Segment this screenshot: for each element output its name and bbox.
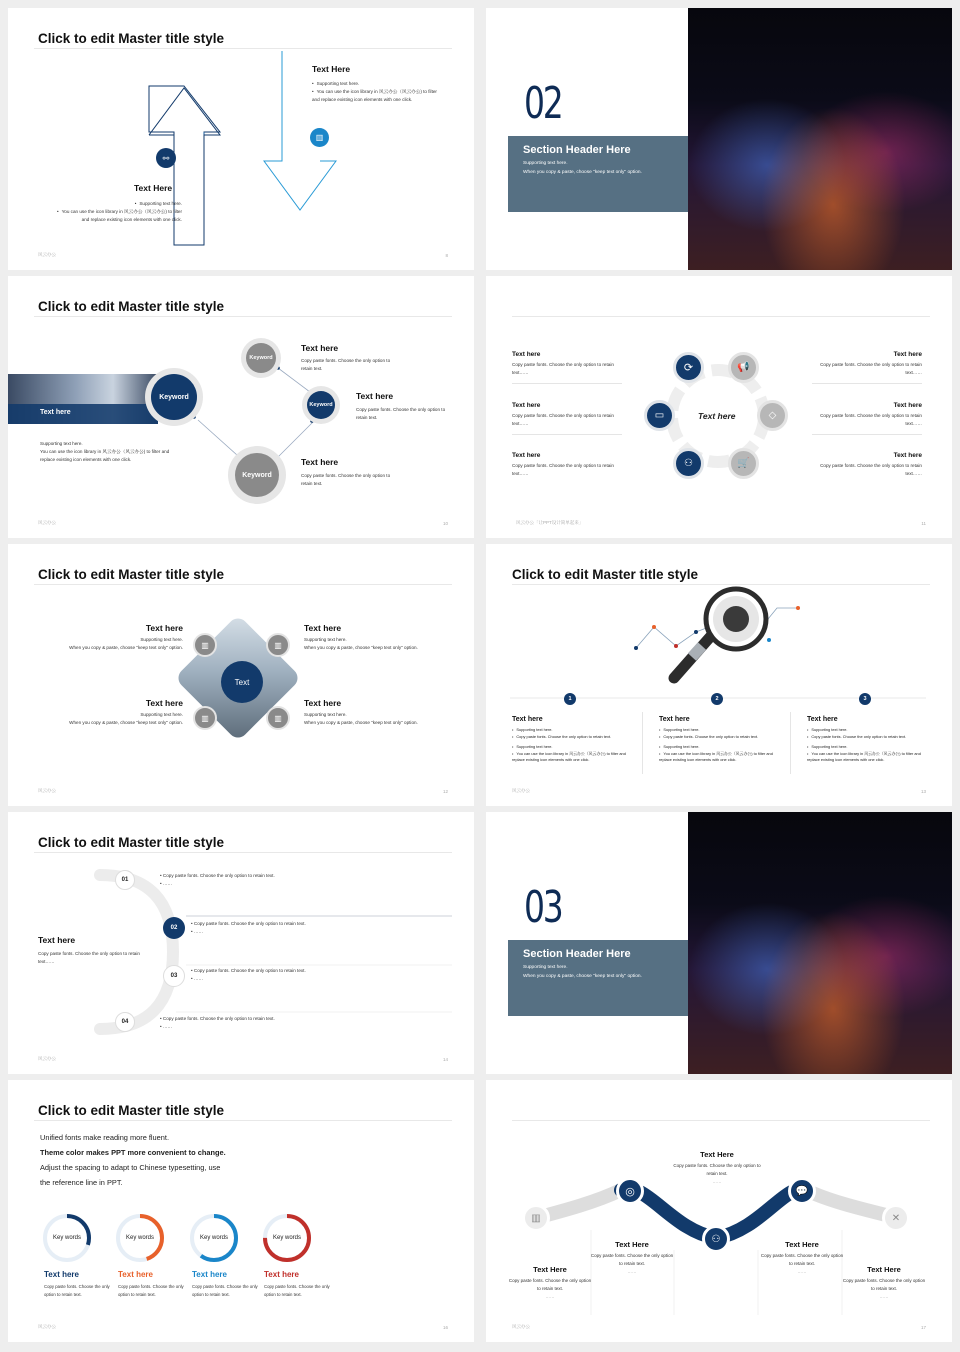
block-line: Supporting text here. xyxy=(304,637,347,642)
body-text xyxy=(40,440,210,464)
tools-icon: ✕ xyxy=(882,1204,910,1232)
item-number-2: 02 xyxy=(163,917,185,939)
body-line: You can use the icon library in 风云办公（风云办公) to filter and xyxy=(40,449,170,454)
block-heading: Text here xyxy=(304,623,342,633)
item-text: Copy paste fonts. Choose the only option to retain text…… xyxy=(820,413,922,426)
block-top-left xyxy=(38,623,183,652)
item-heading: Text here xyxy=(893,452,922,459)
slide-15 xyxy=(486,812,952,1074)
intro-line: the reference line in PPT. xyxy=(40,1178,123,1187)
center-label: Text xyxy=(221,661,263,703)
bullet: • You can use the icon library in 风云办公（风云办公) to filter and replace existing icon elements with one click. xyxy=(52,208,182,224)
section-heading: Section Header Here xyxy=(523,144,631,156)
node-heading-2: Text here xyxy=(356,391,394,401)
item-more: …… xyxy=(193,976,204,981)
arrows-graphic xyxy=(8,8,474,270)
item-more: …… xyxy=(627,1269,637,1274)
block-line: When you copy & paste, choose "keep text only" option. xyxy=(304,720,418,725)
slide-17 xyxy=(486,1080,952,1342)
side-text: Copy paste fonts. Choose the only option to retain text…… xyxy=(38,951,140,964)
column-bullets xyxy=(659,727,777,764)
ring-card-3 xyxy=(192,1270,264,1299)
main-keyword: Keyword xyxy=(151,374,197,420)
bullet: • You can use the icon library in 风云办公（风云办公) to filter and replace existing icon elements with one click. xyxy=(512,751,630,764)
item-text: Copy paste fonts. Choose the only option to retain text…… xyxy=(512,463,614,476)
block-line: When you copy & paste, choose "keep text only" option. xyxy=(304,645,418,650)
section-number: 03 xyxy=(524,882,562,933)
laptop-icon: ▭ xyxy=(644,400,675,431)
banner-label: Text here xyxy=(40,409,71,416)
target-icon: ◎ xyxy=(616,1177,644,1205)
bullet: • Supporting text here. xyxy=(659,744,777,751)
ring-text: Copy paste fonts. Choose the only option to retain text. xyxy=(118,1284,184,1297)
item-heading: Text Here xyxy=(700,1150,734,1159)
city-night-photo xyxy=(688,812,952,1074)
item-text-4: • Copy paste fonts. Choose the only option to retain text. • …… xyxy=(160,1016,275,1029)
center-label: Text here xyxy=(698,411,736,421)
item-line: Copy paste fonts. Choose the only option to retain text. xyxy=(193,968,306,973)
slide-10 xyxy=(8,276,474,538)
page-number: 12 xyxy=(442,789,448,794)
column-divider xyxy=(790,712,791,774)
slide-9 xyxy=(486,8,952,270)
slide-title: Click to edit Master title style xyxy=(38,31,225,46)
slide-16 xyxy=(8,1080,474,1342)
section-heading: Section Header Here xyxy=(523,948,631,960)
divider xyxy=(512,383,622,384)
node-heading-1: Text here xyxy=(301,343,339,353)
intro-line: Theme color makes PPT more convenient to change. xyxy=(40,1148,226,1157)
ring-label-2: Key words xyxy=(125,1235,154,1241)
section-number: 02 xyxy=(524,78,562,129)
item-number-3: 03 xyxy=(163,965,185,987)
cart-icon: 🛒 xyxy=(728,448,759,479)
divider xyxy=(812,383,922,384)
bullet: • Supporting text here. xyxy=(807,727,925,734)
node-keyword-2: Keyword xyxy=(307,391,335,419)
section-line-1: Supporting text here. xyxy=(523,161,568,166)
item-text: Copy paste fonts. Choose the only option to retain text. xyxy=(760,1253,844,1266)
item-text: Copy paste fonts. Choose the only option to retain text. xyxy=(590,1253,674,1266)
node-text-1: Copy paste fonts. Choose the only option to retain text. xyxy=(301,358,391,371)
building-icon: ▥ xyxy=(193,706,217,730)
item-more: …… xyxy=(712,1179,722,1184)
item-heading: Text Here xyxy=(867,1265,901,1274)
diamond-icon: ◇ xyxy=(757,400,788,431)
block-line: Supporting text here. xyxy=(304,712,347,717)
section-line-2: When you copy & paste, choose "keep text only" option. xyxy=(523,974,642,979)
title-divider xyxy=(34,584,452,585)
bullet: • Supporting text here. xyxy=(807,744,925,751)
side-heading: Text here xyxy=(38,935,76,945)
step-number-2: 2 xyxy=(711,693,723,705)
ring-gauges xyxy=(8,1080,474,1342)
ring-label-1: Key words xyxy=(52,1235,81,1241)
footer-brand: 风云办公 xyxy=(512,1324,530,1329)
ring-heading: Text here xyxy=(264,1270,299,1279)
block-line: Supporting text here. xyxy=(140,637,183,642)
left-item-2 xyxy=(512,402,622,435)
megaphone-icon: 📢 xyxy=(728,352,759,383)
item-text: Copy paste fonts. Choose the only option to retain text…… xyxy=(820,362,922,375)
team-icon: ⚇ xyxy=(673,448,704,479)
node-heading-3: Text here xyxy=(301,457,339,467)
slide-title: Click to edit Master title style xyxy=(38,299,225,314)
slide-14 xyxy=(8,812,474,1074)
bottom-bullets xyxy=(52,200,182,224)
slide-title: Click to edit Master title style xyxy=(38,835,225,850)
right-item-2 xyxy=(812,402,922,435)
column-heading: Text here xyxy=(659,716,690,723)
slide-8 xyxy=(8,8,474,270)
item-number-4: 04 xyxy=(115,1012,135,1032)
ring-label-4: Key words xyxy=(272,1235,301,1241)
intro-line: Adjust the spacing to adapt to Chinese typesetting, use xyxy=(40,1163,221,1172)
item-more: …… xyxy=(879,1294,889,1299)
building-icon: ▥ xyxy=(310,128,329,147)
item-text: Copy paste fonts. Choose the only option to retain text. xyxy=(842,1278,926,1291)
node-text-2: Copy paste fonts. Choose the only option to retain text. xyxy=(356,407,446,420)
page-number: 8 xyxy=(445,253,448,258)
column-heading: Text here xyxy=(512,716,543,723)
chat-icon: 💬 xyxy=(788,1177,816,1205)
slide-11 xyxy=(486,276,952,538)
page-number: 14 xyxy=(442,1057,448,1062)
page-number: 10 xyxy=(442,521,448,526)
slide-title: Click to edit Master title style xyxy=(38,567,225,582)
column-heading: Text here xyxy=(807,716,838,723)
footer-brand: 风云办公 xyxy=(38,520,56,525)
node-ring-3 xyxy=(228,446,286,504)
block-line: When you copy & paste, choose "keep text only" option. xyxy=(69,645,183,650)
footer-brand: 风云办公 xyxy=(38,1324,56,1329)
bullet: • You can use the icon library in 风云办公（风云办公) to filter and replace existing icon elements with one click. xyxy=(659,751,777,764)
section-line-1: Supporting text here. xyxy=(523,965,568,970)
column-3 xyxy=(807,716,925,764)
top-heading: Text Here xyxy=(312,64,351,74)
bullet: • Supporting text here. xyxy=(659,727,777,734)
block-line: Supporting text here. xyxy=(140,712,183,717)
bullet: • Supporting text here. xyxy=(512,727,630,734)
body-line: Supporting text here. xyxy=(40,441,83,446)
divider xyxy=(812,434,922,435)
item-text-2: • Copy paste fonts. Choose the only option to retain text. • …… xyxy=(191,921,306,934)
column-bullets xyxy=(512,727,630,764)
block-heading: Text here xyxy=(304,698,342,708)
block-line: When you copy & paste, choose "keep text only" option. xyxy=(69,720,183,725)
section-line-2: When you copy & paste, choose "keep text only" option. xyxy=(523,170,642,175)
top-item xyxy=(672,1150,762,1186)
item-text-3: • Copy paste fonts. Choose the only option to retain text. • …… xyxy=(191,968,306,981)
page-number: 13 xyxy=(920,789,926,794)
ring-card-2 xyxy=(118,1270,190,1299)
page-number: 17 xyxy=(920,1325,926,1330)
item-text: Copy paste fonts. Choose the only option to retain text…… xyxy=(512,413,614,426)
page-number: 16 xyxy=(442,1325,448,1330)
section-header-box xyxy=(508,940,688,1016)
node-text-3: Copy paste fonts. Choose the only option to retain text. xyxy=(301,473,391,486)
column-bullets xyxy=(807,727,925,764)
building-icon: ▥ xyxy=(193,633,217,657)
bullet: • Copy paste fonts. Choose the only option to retain text. xyxy=(659,734,777,741)
item-text: Copy paste fonts. Choose the only option to retain text. xyxy=(508,1278,592,1291)
network-icon: ⚯ xyxy=(156,148,176,168)
building-icon: ▥ xyxy=(266,706,290,730)
slide-13 xyxy=(486,544,952,806)
ring-heading: Text here xyxy=(44,1270,79,1279)
ring-heading: Text here xyxy=(192,1270,227,1279)
node-keyword-3: Keyword xyxy=(235,453,279,497)
item-heading: Text here xyxy=(893,402,922,409)
item-heading: Text Here xyxy=(533,1265,567,1274)
section-header-box xyxy=(508,136,688,212)
footer-brand: 风云办公 xyxy=(38,788,56,793)
item-heading: Text Here xyxy=(615,1240,649,1249)
footer-brand: 风云办公 xyxy=(38,1056,56,1061)
chart-icon: ▥ xyxy=(522,1204,550,1232)
ring-text: Copy paste fonts. Choose the only option to retain text. xyxy=(192,1284,258,1297)
slide-title: Click to edit Master title style xyxy=(38,1103,225,1118)
bottom-heading: Text Here xyxy=(134,183,173,193)
node-ring-2 xyxy=(302,386,340,424)
node-keyword-1: Keyword xyxy=(246,343,276,373)
intro-line: Unified fonts make reading more fluent. xyxy=(40,1133,169,1142)
item-text: Copy paste fonts. Choose the only option to retain text…… xyxy=(820,463,922,476)
item-2 xyxy=(590,1240,674,1276)
block-top-right xyxy=(304,623,454,652)
step-number-1: 1 xyxy=(564,693,576,705)
ring-heading: Text here xyxy=(118,1270,153,1279)
item-line: Copy paste fonts. Choose the only option to retain text. xyxy=(193,921,306,926)
magnifier-trend-graphic xyxy=(486,544,952,806)
right-item-1 xyxy=(812,351,922,384)
item-more: …… xyxy=(545,1294,555,1299)
bullet: • Copy paste fonts. Choose the only option to retain text. xyxy=(512,734,630,741)
page-number: 11 xyxy=(921,521,926,526)
item-text: Copy paste fonts. Choose the only option to retain text…… xyxy=(512,362,614,375)
block-bottom-left xyxy=(38,698,183,727)
item-text-1: • Copy paste fonts. Choose the only option to retain text. • …… xyxy=(160,873,275,886)
item-heading: Text Here xyxy=(785,1240,819,1249)
step-number-3: 3 xyxy=(859,693,871,705)
item-line: Copy paste fonts. Choose the only option to retain text. xyxy=(162,873,275,878)
refresh-icon: ⟳ xyxy=(673,352,704,383)
item-more: …… xyxy=(797,1269,807,1274)
people-icon: ⚇ xyxy=(702,1225,730,1253)
item-more: …… xyxy=(162,881,173,886)
item-heading: Text here xyxy=(512,351,541,358)
bullet: • Supporting text here. xyxy=(312,80,442,88)
column-1 xyxy=(512,716,630,764)
divider xyxy=(512,434,622,435)
node-ring-1 xyxy=(241,338,281,378)
city-night-photo xyxy=(688,8,952,270)
block-heading: Text here xyxy=(145,698,183,708)
bullet: • You can use the icon library in 风云办公（风云办公) to filter and replace existing icon elements with one click. xyxy=(807,751,925,764)
footer-brand: 风云办公 xyxy=(512,788,530,793)
top-bullets xyxy=(312,80,442,104)
left-item-1 xyxy=(512,351,622,384)
item-text: Copy paste fonts. Choose the only option to retain text. xyxy=(673,1163,761,1176)
ring-label-3: Key words xyxy=(199,1235,228,1241)
bullet: • Supporting text here. xyxy=(52,200,182,208)
slide-12 xyxy=(8,544,474,806)
footer-brand: 风云办公「让PPT设计简单起来」 xyxy=(516,520,584,525)
building-icon: ▥ xyxy=(266,633,290,657)
item-number-1: 01 xyxy=(115,870,135,890)
bullet: • Supporting text here. xyxy=(512,744,630,751)
item-heading: Text here xyxy=(512,402,541,409)
item-3 xyxy=(760,1240,844,1276)
bullet: • You can use the icon library in 风云办公（风云办公) to filter and replace existing icon elements with one click. xyxy=(312,88,442,104)
right-item-3 xyxy=(812,452,922,478)
item-line: Copy paste fonts. Choose the only option to retain text. xyxy=(162,1016,275,1021)
footer-brand: 风云办公 xyxy=(38,252,56,257)
item-more: …… xyxy=(162,1024,173,1029)
item-1 xyxy=(508,1265,592,1301)
bullet: • Copy paste fonts. Choose the only option to retain text. xyxy=(807,734,925,741)
left-item-3 xyxy=(512,452,622,478)
item-heading: Text here xyxy=(893,351,922,358)
main-keyword-ring xyxy=(145,368,203,426)
arc-track xyxy=(8,812,474,1074)
ring-text: Copy paste fonts. Choose the only option to retain text. xyxy=(44,1284,110,1297)
ring-card-4 xyxy=(264,1270,336,1299)
ring-text: Copy paste fonts. Choose the only option to retain text. xyxy=(264,1284,330,1297)
column-divider xyxy=(642,712,643,774)
wave-timeline xyxy=(486,1080,952,1342)
body-line: replace existing icon elements with one click. xyxy=(40,457,132,462)
item-4 xyxy=(842,1265,926,1301)
item-heading: Text here xyxy=(512,452,541,459)
block-bottom-right xyxy=(304,698,454,727)
column-2 xyxy=(659,716,777,764)
item-more: …… xyxy=(193,929,204,934)
slide-title: Click to edit Master title style xyxy=(512,567,699,582)
ring-card-1 xyxy=(44,1270,116,1299)
block-heading: Text here xyxy=(145,623,183,633)
